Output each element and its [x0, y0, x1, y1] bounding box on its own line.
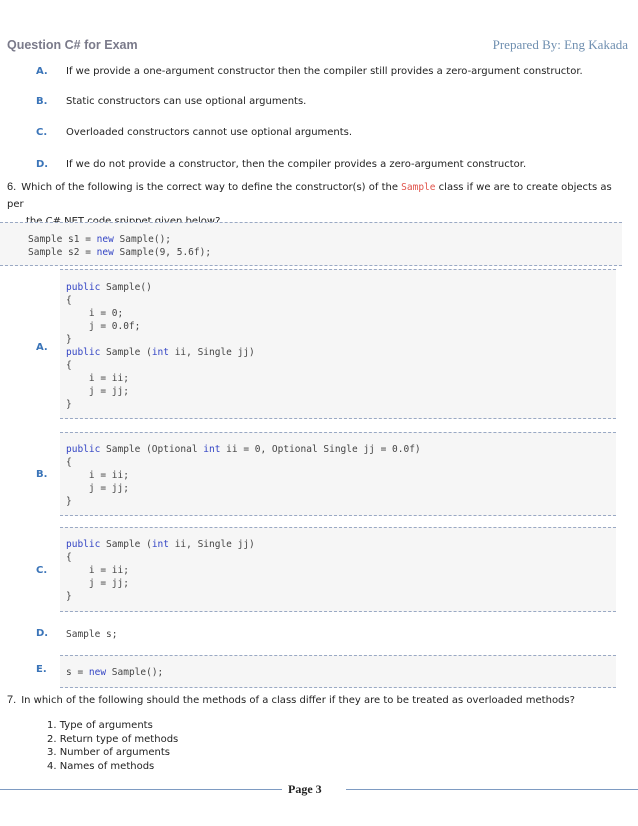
answer-letter-b: B.	[36, 469, 48, 480]
code-block-d: Sample s;	[66, 629, 118, 640]
answer-letter-d: D.	[36, 628, 49, 639]
question-text: Which of the following is the correct way to define the constructor(s) of the	[21, 182, 402, 193]
question-text-cont: class if we are to create objects as per	[7, 182, 612, 210]
answer-box-a	[60, 269, 616, 419]
question-number: 6.	[7, 181, 17, 193]
option-text: If we provide a one-argument constructor then the compiler still provides a zero-argument constructor.	[66, 66, 583, 77]
answer-box-c	[60, 527, 616, 612]
header-author: Prepared By: Eng Kakada	[492, 37, 628, 52]
list-item: 2. Return type of methods	[47, 733, 179, 745]
option-letter: B.	[36, 96, 48, 107]
class-name-highlight: Sample	[401, 182, 436, 193]
page-number: Page 3	[288, 782, 322, 796]
footer-divider-right	[346, 789, 638, 790]
option-letter: C.	[36, 127, 48, 138]
prev-option-d	[36, 159, 526, 170]
option-letter: A.	[36, 66, 48, 77]
question-number: 7.	[7, 694, 17, 706]
footer-divider-left	[0, 789, 282, 790]
answer-letter-a: A.	[36, 342, 48, 353]
code-block-b: public Sample (Optional int ii = 0, Optional Single jj = 0.0f) { i = ii; j = jj; }	[66, 444, 421, 507]
option-letter: D.	[36, 159, 49, 170]
list-item: 3. Number of arguments	[47, 747, 170, 758]
option-text: Static constructors can use optional arguments.	[66, 96, 307, 107]
code-snippet	[0, 222, 622, 266]
list-item: 1. Type of arguments	[47, 720, 153, 731]
answer-letter-e: E.	[36, 664, 47, 675]
prev-option-b	[36, 96, 306, 107]
option-text: If we do not provide a constructor, then the compiler provides a zero-argument constructor.	[66, 159, 527, 170]
answer-box-b	[60, 432, 616, 516]
question-text: In which of the following should the methods of a class differ if they are to be treated as overloaded methods?	[21, 695, 575, 706]
code-block-c: public Sample (int ii, Single jj) { i = ii; j = jj; }	[66, 539, 255, 602]
list-item: 4. Names of methods	[47, 760, 155, 772]
answer-box-e	[60, 655, 616, 688]
answer-box-d	[60, 622, 616, 653]
question-7	[7, 692, 627, 709]
option-text: Overloaded constructors cannot use optional arguments.	[66, 127, 353, 138]
answer-letter-c: C.	[36, 565, 48, 576]
code-block-a: public Sample() { i = 0; j = 0.0f; } public Sample (int ii, Single jj) { i = ii; j = jj; }	[66, 282, 255, 410]
prev-option-a	[36, 66, 583, 77]
snippet-code: Sample s1 = new Sample(); Sample s2 = new Sample(9, 5.6f);	[28, 234, 212, 258]
code-block-e: s = new Sample();	[66, 667, 164, 678]
header-title: Question C# for Exam	[7, 38, 138, 52]
answer-list	[47, 719, 178, 773]
prev-option-c	[36, 127, 352, 138]
